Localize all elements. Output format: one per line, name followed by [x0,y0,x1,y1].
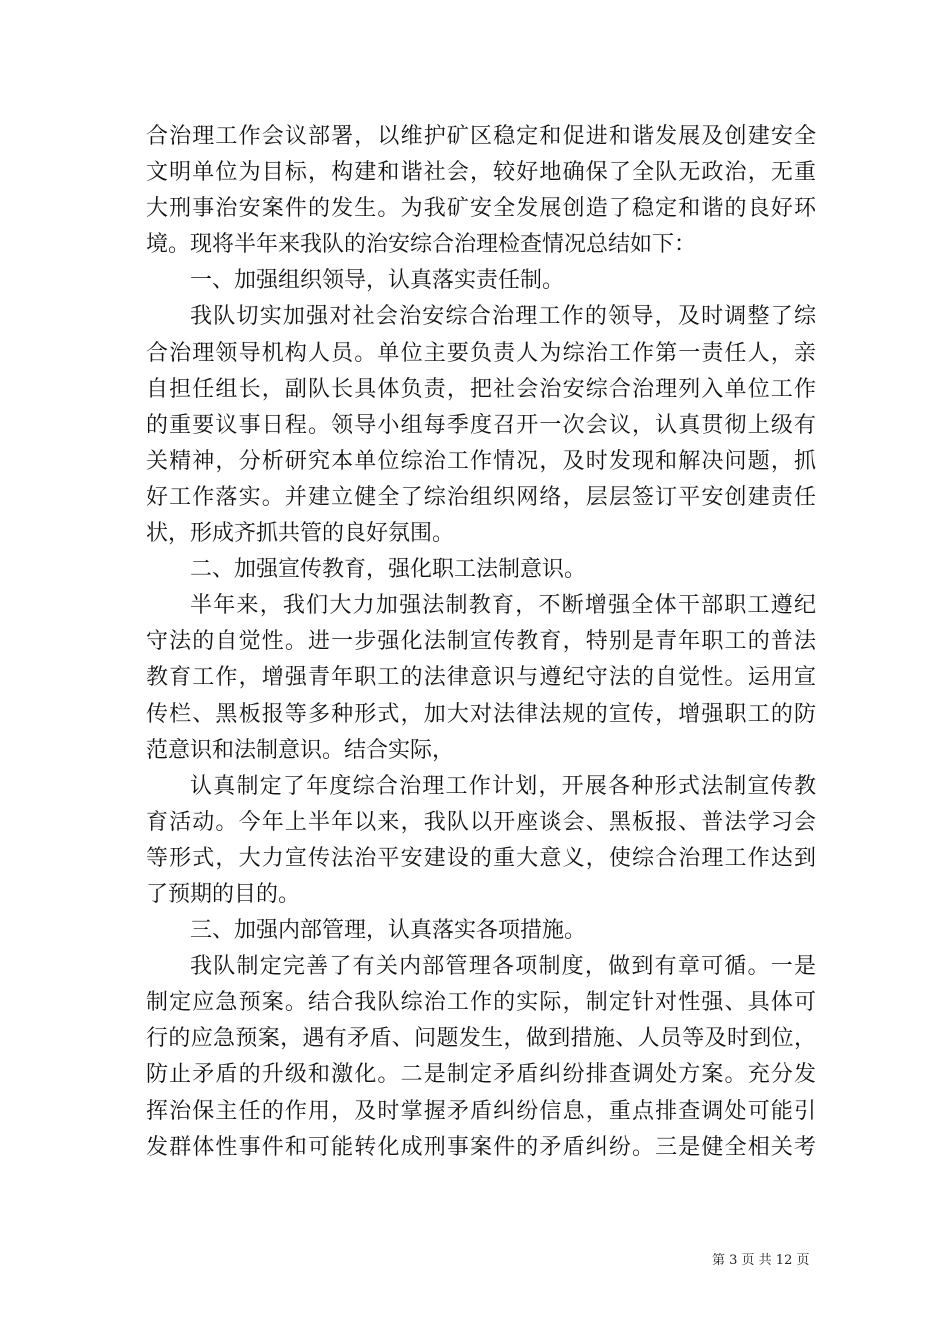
text-line: 发群体性事件和可能转化成刑事案件的矛盾纠纷。三是健全相关考 [146,1134,816,1160]
text-line: 合治理工作会议部署，以维护矿区稳定和促进和谐发展及创建安全 [146,124,816,149]
text-line: 自担任组长，副队长具体负责，把社会治安综合治理列入单位工作 [146,376,816,402]
text-line: 守法的自觉性。进一步强化法制宣传教育，特别是青年职工的普法 [146,629,816,655]
text-line: 范意识和法制意识。结合实际， [146,737,455,763]
text-line: 我队切实加强对社会治安综合治理工作的领导，及时调整了综 [190,304,816,330]
text-line: 二、加强宣传教育，强化职工法制意识。 [190,557,587,583]
text-line: 半年来，我们大力加强法制教育，不断增强全体干部职工遵纪 [190,593,816,619]
text-line: 防止矛盾的升级和激化。二是制定矛盾纠纷排查调处方案。充分发 [146,1062,816,1088]
text-line: 认真制定了年度综合治理工作计划，开展各种形式法制宣传教 [190,773,816,799]
text-line: 状，形成齐抓共管的良好氛围。 [146,521,455,547]
text-line: 育活动。今年上半年以来，我队以开座谈会、黑板报、普法学习会 [146,809,816,835]
text-line: 制定应急预案。结合我队综治工作的实际，制定针对性强、具体可 [146,990,816,1016]
text-line: 我队制定完善了有关内部管理各项制度，做到有章可循。一是 [190,954,816,980]
text-line: 了预期的目的。 [146,881,301,907]
text-line: 传栏、黑板报等多种形式，加大对法律法规的宣传，增强职工的防 [146,701,816,727]
text-line: 行的应急预案，遇有矛盾、问题发生，做到措施、人员等及时到位， [146,1026,816,1052]
text-line: 关精神，分析研究本单位综治工作情况，及时发现和解决问题，抓 [146,448,816,474]
text-line: 好工作落实。并建立健全了综治组织网络，层层签订平安创建责任 [146,484,816,510]
text-line: 大刑事治安案件的发生。为我矿安全发展创造了稳定和谐的良好环 [146,196,816,222]
text-line: 等形式，大力宣传法治平安建设的重大意义，使综合治理工作达到 [146,845,816,871]
text-line: 合治理领导机构人员。单位主要负责人为综治工作第一责任人，亲 [146,340,816,366]
text-line: 一、加强组织领导，认真落实责任制。 [190,268,565,294]
page-number: 第 3 页 共 12 页 [712,1253,810,1268]
text-line: 的重要议事日程。领导小组每季度召开一次会议，认真贯彻上级有 [146,412,816,438]
text-line: 文明单位为目标，构建和谐社会，较好地确保了全队无政治，无重 [146,160,816,186]
text-line: 挥治保主任的作用，及时掌握矛盾纠纷信息，重点排查调处可能引 [146,1098,816,1124]
text-line: 境。现将半年来我队的治安综合治理检查情况总结如下： [146,232,697,258]
text-line: 三、加强内部管理，认真落实各项措施。 [190,918,587,944]
body-text [146,119,816,1166]
text-line: 教育工作，增强青年职工的法律意识与遵纪守法的自觉性。运用宣 [146,665,816,691]
